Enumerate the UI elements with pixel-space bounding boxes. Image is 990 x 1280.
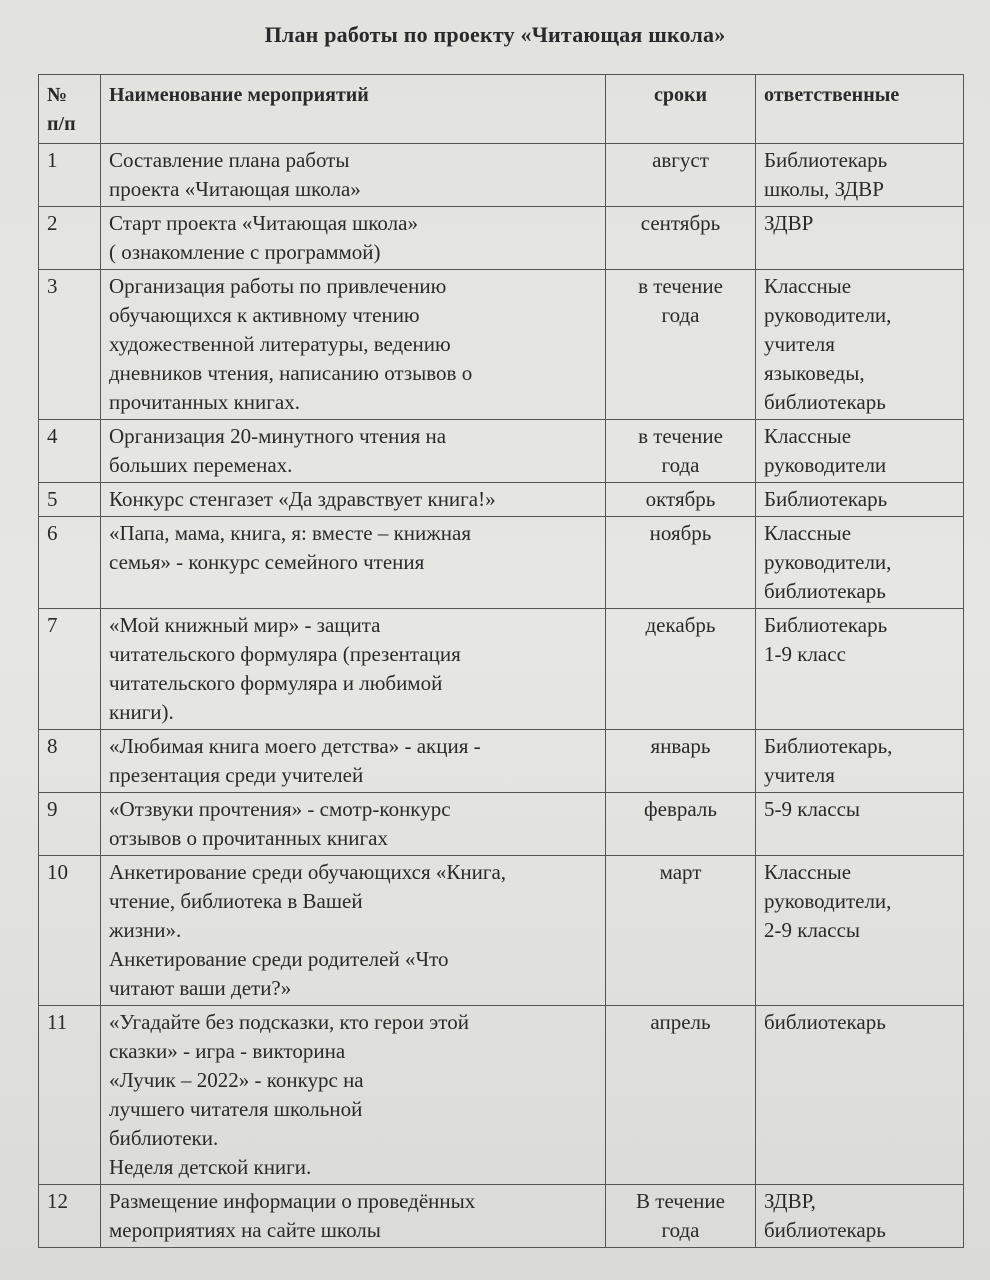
event-responsible-line: ЗДВР, xyxy=(764,1189,816,1213)
row-number: 12 xyxy=(39,1185,101,1248)
event-name-line: Анкетирование среди обучающихся «Книга, xyxy=(109,860,507,884)
table-row xyxy=(39,420,964,483)
event-name-line: чтение, библиотека в Вашей xyxy=(109,889,363,913)
event-name xyxy=(101,730,606,793)
event-name-line: дневников чтения, написанию отзывов о xyxy=(109,361,473,385)
event-date-line: декабрь xyxy=(645,613,716,637)
event-responsible xyxy=(756,420,964,483)
event-date xyxy=(606,1185,756,1248)
event-responsible-line: учителя xyxy=(764,763,835,787)
table-body xyxy=(39,144,964,1248)
event-name-line: отзывов о прочитанных книгах xyxy=(109,826,388,850)
event-responsible-line: Классные xyxy=(764,521,852,545)
event-name xyxy=(101,1185,606,1248)
table-row xyxy=(39,609,964,730)
event-name xyxy=(101,420,606,483)
header-resp: ответственные xyxy=(756,75,964,144)
event-responsible-line: языковеды, xyxy=(764,361,865,385)
table-row xyxy=(39,730,964,793)
event-name-line: обучающихся к активному чтению xyxy=(109,303,420,327)
header-num-line: № xyxy=(47,84,68,106)
event-name xyxy=(101,856,606,1006)
event-name-line: «Угадайте без подсказки, кто герои этой xyxy=(109,1010,469,1034)
event-responsible-line: Классные xyxy=(764,274,852,298)
row-number: 10 xyxy=(39,856,101,1006)
event-responsible-line: учителя xyxy=(764,332,835,356)
event-responsible-line: Библиотекарь xyxy=(764,487,888,511)
event-name-line: ( ознакомление с программой) xyxy=(109,240,381,264)
event-name-line: мероприятиях на сайте школы xyxy=(109,1218,381,1242)
table-row xyxy=(39,270,964,420)
event-responsible-line: 2-9 классы xyxy=(764,918,860,942)
event-responsible xyxy=(756,730,964,793)
row-number: 9 xyxy=(39,793,101,856)
event-responsible-line: библиотекарь xyxy=(764,1010,886,1034)
table-row xyxy=(39,483,964,517)
event-responsible-line: 1-9 класс xyxy=(764,642,846,666)
event-responsible-line: 5-9 классы xyxy=(764,797,860,821)
event-responsible xyxy=(756,1006,964,1185)
event-date xyxy=(606,270,756,420)
event-name xyxy=(101,207,606,270)
table-row xyxy=(39,1185,964,1248)
event-date-line: март xyxy=(659,860,702,884)
row-number: 2 xyxy=(39,207,101,270)
row-number: 11 xyxy=(39,1006,101,1185)
event-name xyxy=(101,793,606,856)
event-date xyxy=(606,793,756,856)
event-date-line: февраль xyxy=(644,797,717,821)
event-name-line: «Лучик – 2022» - конкурс на xyxy=(109,1068,364,1092)
event-name xyxy=(101,517,606,609)
page-title: План работы по проекту «Читающая школа» xyxy=(264,22,726,47)
event-date xyxy=(606,420,756,483)
row-number: 1 xyxy=(39,144,101,207)
event-name-line: Анкетирование среди родителей «Что xyxy=(109,947,449,971)
event-date-line: сентябрь xyxy=(640,211,721,235)
event-date xyxy=(606,517,756,609)
table-row xyxy=(39,793,964,856)
event-date-line: в течение xyxy=(638,274,723,298)
event-responsible-line: библиотекарь xyxy=(764,1218,886,1242)
event-responsible xyxy=(756,793,964,856)
row-number: 3 xyxy=(39,270,101,420)
event-name-line: «Мой книжный мир» - защита xyxy=(109,613,381,637)
event-name-line: Неделя детской книги. xyxy=(109,1155,312,1179)
event-date xyxy=(606,730,756,793)
event-date-line: апрель xyxy=(650,1010,711,1034)
event-responsible-line: руководители xyxy=(764,453,887,477)
event-name-line: Организация работы по привлечению xyxy=(109,274,447,298)
event-name-line: книги). xyxy=(109,700,174,724)
event-name-line: читательского формуляра и любимой xyxy=(109,671,443,695)
event-name-line: Старт проекта «Читающая школа» xyxy=(109,211,418,235)
event-name-line: библиотеки. xyxy=(109,1126,219,1150)
row-number: 6 xyxy=(39,517,101,609)
event-date xyxy=(606,1006,756,1185)
event-responsible-line: ЗДВР xyxy=(764,211,814,235)
row-number: 4 xyxy=(39,420,101,483)
event-date-line: август xyxy=(652,148,709,172)
event-name-line: жизни». xyxy=(109,918,182,942)
row-number: 7 xyxy=(39,609,101,730)
event-date xyxy=(606,144,756,207)
event-name xyxy=(101,144,606,207)
event-responsible xyxy=(756,517,964,609)
event-responsible xyxy=(756,144,964,207)
event-date-line: года xyxy=(661,453,700,477)
event-name-line: «Папа, мама, книга, я: вместе – книжная xyxy=(109,521,471,545)
event-date-line: года xyxy=(661,303,700,327)
event-name-line: лучшего читателя школьной xyxy=(109,1097,363,1121)
event-date-line: года xyxy=(661,1218,700,1242)
event-responsible-line: библиотекарь xyxy=(764,579,886,603)
header-date: сроки xyxy=(606,75,756,144)
event-name-line: презентация среди учителей xyxy=(109,763,364,787)
event-date xyxy=(606,609,756,730)
event-responsible-line: руководители, xyxy=(764,889,892,913)
event-name xyxy=(101,1006,606,1185)
header-name: Наименование мероприятий xyxy=(101,75,606,144)
event-date-line: ноябрь xyxy=(649,521,712,545)
event-name-line: «Любимая книга моего детства» - акция - xyxy=(109,734,481,758)
event-name-line: Составление плана работы xyxy=(109,148,350,172)
event-responsible-line: школы, ЗДВР xyxy=(764,177,884,201)
event-name-line: художественной литературы, ведению xyxy=(109,332,451,356)
event-responsible-line: руководители, xyxy=(764,303,892,327)
event-name xyxy=(101,483,606,517)
event-responsible-line: Классные xyxy=(764,424,852,448)
plan-table xyxy=(38,74,964,1248)
event-responsible-line: Классные xyxy=(764,860,852,884)
event-date-line: октябрь xyxy=(645,487,716,511)
event-name-line: читательского формуляра (презентация xyxy=(109,642,461,666)
event-name-line: прочитанных книгах. xyxy=(109,390,300,414)
event-responsible-line: Библиотекарь, xyxy=(764,734,893,758)
event-responsible xyxy=(756,483,964,517)
table-row xyxy=(39,1006,964,1185)
event-name-line: Конкурс стенгазет «Да здравствует книга!» xyxy=(109,487,496,511)
table-row xyxy=(39,207,964,270)
event-responsible xyxy=(756,270,964,420)
table-header-row xyxy=(39,75,964,144)
event-name-line: Размещение информации о проведённых xyxy=(109,1189,476,1213)
event-date-line: январь xyxy=(650,734,711,758)
header-num xyxy=(39,75,101,144)
event-responsible-line: Библиотекарь xyxy=(764,613,888,637)
event-responsible-line: Библиотекарь xyxy=(764,148,888,172)
event-date xyxy=(606,207,756,270)
event-date xyxy=(606,856,756,1006)
header-num-line: п/п xyxy=(47,113,76,135)
event-name-line: читают ваши дети?» xyxy=(109,976,292,1000)
event-responsible xyxy=(756,1185,964,1248)
event-name-line: больших переменах. xyxy=(109,453,293,477)
row-number: 5 xyxy=(39,483,101,517)
event-name-line: проекта «Читающая школа» xyxy=(109,177,361,201)
event-responsible-line: руководители, xyxy=(764,550,892,574)
table-row xyxy=(39,144,964,207)
table-row xyxy=(39,856,964,1006)
event-name-line: семья» - конкурс семейного чтения xyxy=(109,550,425,574)
event-name xyxy=(101,270,606,420)
event-name-line: Организация 20-минутного чтения на xyxy=(109,424,447,448)
event-name-line: «Отзвуки прочтения» - смотр-конкурс xyxy=(109,797,451,821)
event-responsible xyxy=(756,609,964,730)
event-responsible xyxy=(756,856,964,1006)
event-responsible-line: библиотекарь xyxy=(764,390,886,414)
event-date xyxy=(606,483,756,517)
event-responsible xyxy=(756,207,964,270)
event-name-line: сказки» - игра - викторина xyxy=(109,1039,346,1063)
event-name xyxy=(101,609,606,730)
row-number: 8 xyxy=(39,730,101,793)
event-date-line: в течение xyxy=(638,424,723,448)
event-date-line: В течение xyxy=(636,1189,725,1213)
table-row xyxy=(39,517,964,609)
